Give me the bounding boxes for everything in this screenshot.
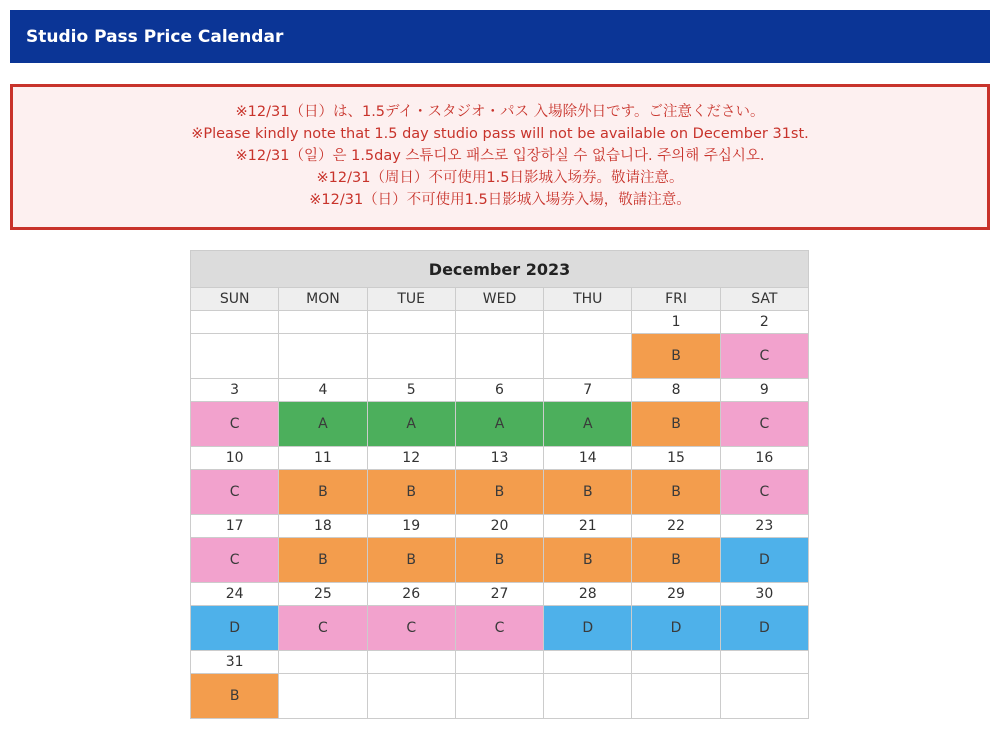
price-level-cell-5[interactable]: A — [367, 402, 455, 447]
date-cell-26: 26 — [367, 583, 455, 606]
empty-price-cell — [544, 674, 632, 719]
price-level-cell-26[interactable]: C — [367, 606, 455, 651]
date-row — [191, 311, 809, 334]
price-level-cell-11[interactable]: B — [279, 470, 367, 515]
price-level-cell-23[interactable]: D — [720, 538, 808, 583]
price-row — [191, 402, 809, 447]
price-level-cell-13[interactable]: B — [455, 470, 543, 515]
date-cell-11: 11 — [279, 447, 367, 470]
notice-line-english: ※Please kindly note that 1.5 day studio pass will not be available on December 31st. — [191, 126, 809, 142]
price-level-cell-6[interactable]: A — [455, 402, 543, 447]
calendar-month-title: December 2023 — [191, 251, 809, 288]
price-level-cell-28[interactable]: D — [544, 606, 632, 651]
date-cell-24: 24 — [191, 583, 279, 606]
price-calendar — [190, 250, 809, 719]
date-cell-6: 6 — [455, 379, 543, 402]
empty-price-cell — [455, 334, 543, 379]
date-cell-5: 5 — [367, 379, 455, 402]
price-level-cell-4[interactable]: A — [279, 402, 367, 447]
date-cell-17: 17 — [191, 515, 279, 538]
empty-price-cell — [544, 334, 632, 379]
date-cell-21: 21 — [544, 515, 632, 538]
price-level-cell-20[interactable]: B — [455, 538, 543, 583]
date-cell-27: 27 — [455, 583, 543, 606]
empty-date-cell — [455, 311, 543, 334]
weekday-header-sat: SAT — [720, 288, 808, 311]
empty-price-cell — [720, 674, 808, 719]
date-cell-7: 7 — [544, 379, 632, 402]
price-level-cell-14[interactable]: B — [544, 470, 632, 515]
date-cell-16: 16 — [720, 447, 808, 470]
price-level-cell-7[interactable]: A — [544, 402, 632, 447]
empty-price-cell — [279, 674, 367, 719]
weekday-header-sun: SUN — [191, 288, 279, 311]
empty-date-cell — [720, 651, 808, 674]
date-cell-28: 28 — [544, 583, 632, 606]
price-row — [191, 674, 809, 719]
empty-date-cell — [632, 651, 720, 674]
price-row — [191, 470, 809, 515]
weekday-header-mon: MON — [279, 288, 367, 311]
page-title: Studio Pass Price Calendar — [26, 26, 284, 47]
date-row — [191, 583, 809, 606]
price-level-cell-18[interactable]: B — [279, 538, 367, 583]
price-level-cell-21[interactable]: B — [544, 538, 632, 583]
date-cell-29: 29 — [632, 583, 720, 606]
date-cell-31: 31 — [191, 651, 279, 674]
price-level-cell-3[interactable]: C — [191, 402, 279, 447]
date-cell-4: 4 — [279, 379, 367, 402]
date-cell-3: 3 — [191, 379, 279, 402]
empty-price-cell — [367, 674, 455, 719]
empty-date-cell — [191, 311, 279, 334]
date-cell-18: 18 — [279, 515, 367, 538]
date-cell-9: 9 — [720, 379, 808, 402]
date-row — [191, 651, 809, 674]
price-level-cell-1[interactable]: B — [632, 334, 720, 379]
notice-line-traditional-chinese: ※12/31（日）不可使用1.5日影城入場券入場，敬請注意。 — [309, 192, 691, 208]
price-level-cell-12[interactable]: B — [367, 470, 455, 515]
price-row — [191, 606, 809, 651]
price-level-cell-25[interactable]: C — [279, 606, 367, 651]
weekday-header-row — [191, 288, 809, 311]
notice-line-japanese: ※12/31（日）は、1.5デイ・スタジオ・パス 入場除外日です。ご注意ください。 — [235, 104, 765, 120]
empty-date-cell — [279, 651, 367, 674]
date-row — [191, 447, 809, 470]
date-cell-15: 15 — [632, 447, 720, 470]
date-cell-30: 30 — [720, 583, 808, 606]
price-level-cell-15[interactable]: B — [632, 470, 720, 515]
price-level-cell-19[interactable]: B — [367, 538, 455, 583]
price-level-cell-22[interactable]: B — [632, 538, 720, 583]
notice-line-simplified-chinese: ※12/31（周日）不可使用1.5日影城入场券。敬请注意。 — [316, 170, 684, 186]
page-header — [10, 10, 990, 63]
empty-price-cell — [279, 334, 367, 379]
weekday-header-wed: WED — [455, 288, 543, 311]
empty-price-cell — [191, 334, 279, 379]
date-cell-20: 20 — [455, 515, 543, 538]
empty-date-cell — [367, 651, 455, 674]
empty-date-cell — [544, 311, 632, 334]
empty-date-cell — [367, 311, 455, 334]
empty-price-cell — [632, 674, 720, 719]
empty-price-cell — [455, 674, 543, 719]
price-level-cell-30[interactable]: D — [720, 606, 808, 651]
price-level-cell-31[interactable]: B — [191, 674, 279, 719]
weekday-header-thu: THU — [544, 288, 632, 311]
date-cell-1: 1 — [632, 311, 720, 334]
weekday-header-tue: TUE — [367, 288, 455, 311]
date-row — [191, 515, 809, 538]
date-cell-2: 2 — [720, 311, 808, 334]
date-cell-14: 14 — [544, 447, 632, 470]
price-level-cell-9[interactable]: C — [720, 402, 808, 447]
price-level-cell-8[interactable]: B — [632, 402, 720, 447]
date-cell-22: 22 — [632, 515, 720, 538]
calendar-body — [191, 311, 809, 719]
date-cell-10: 10 — [191, 447, 279, 470]
price-level-cell-17[interactable]: C — [191, 538, 279, 583]
date-cell-19: 19 — [367, 515, 455, 538]
notice-box — [10, 84, 990, 230]
empty-price-cell — [367, 334, 455, 379]
date-cell-8: 8 — [632, 379, 720, 402]
date-cell-23: 23 — [720, 515, 808, 538]
price-row — [191, 334, 809, 379]
price-level-cell-29[interactable]: D — [632, 606, 720, 651]
price-level-cell-2[interactable]: C — [720, 334, 808, 379]
date-cell-25: 25 — [279, 583, 367, 606]
price-row — [191, 538, 809, 583]
price-level-cell-10[interactable]: C — [191, 470, 279, 515]
price-level-cell-24[interactable]: D — [191, 606, 279, 651]
empty-date-cell — [455, 651, 543, 674]
weekday-header-fri: FRI — [632, 288, 720, 311]
date-row — [191, 379, 809, 402]
empty-date-cell — [279, 311, 367, 334]
price-level-cell-27[interactable]: C — [455, 606, 543, 651]
date-cell-12: 12 — [367, 447, 455, 470]
empty-date-cell — [544, 651, 632, 674]
date-cell-13: 13 — [455, 447, 543, 470]
notice-line-korean: ※12/31（일）은 1.5day 스튜디오 패스로 입장하실 수 없습니다. 주의해 주십시오. — [235, 148, 765, 164]
price-level-cell-16[interactable]: C — [720, 470, 808, 515]
